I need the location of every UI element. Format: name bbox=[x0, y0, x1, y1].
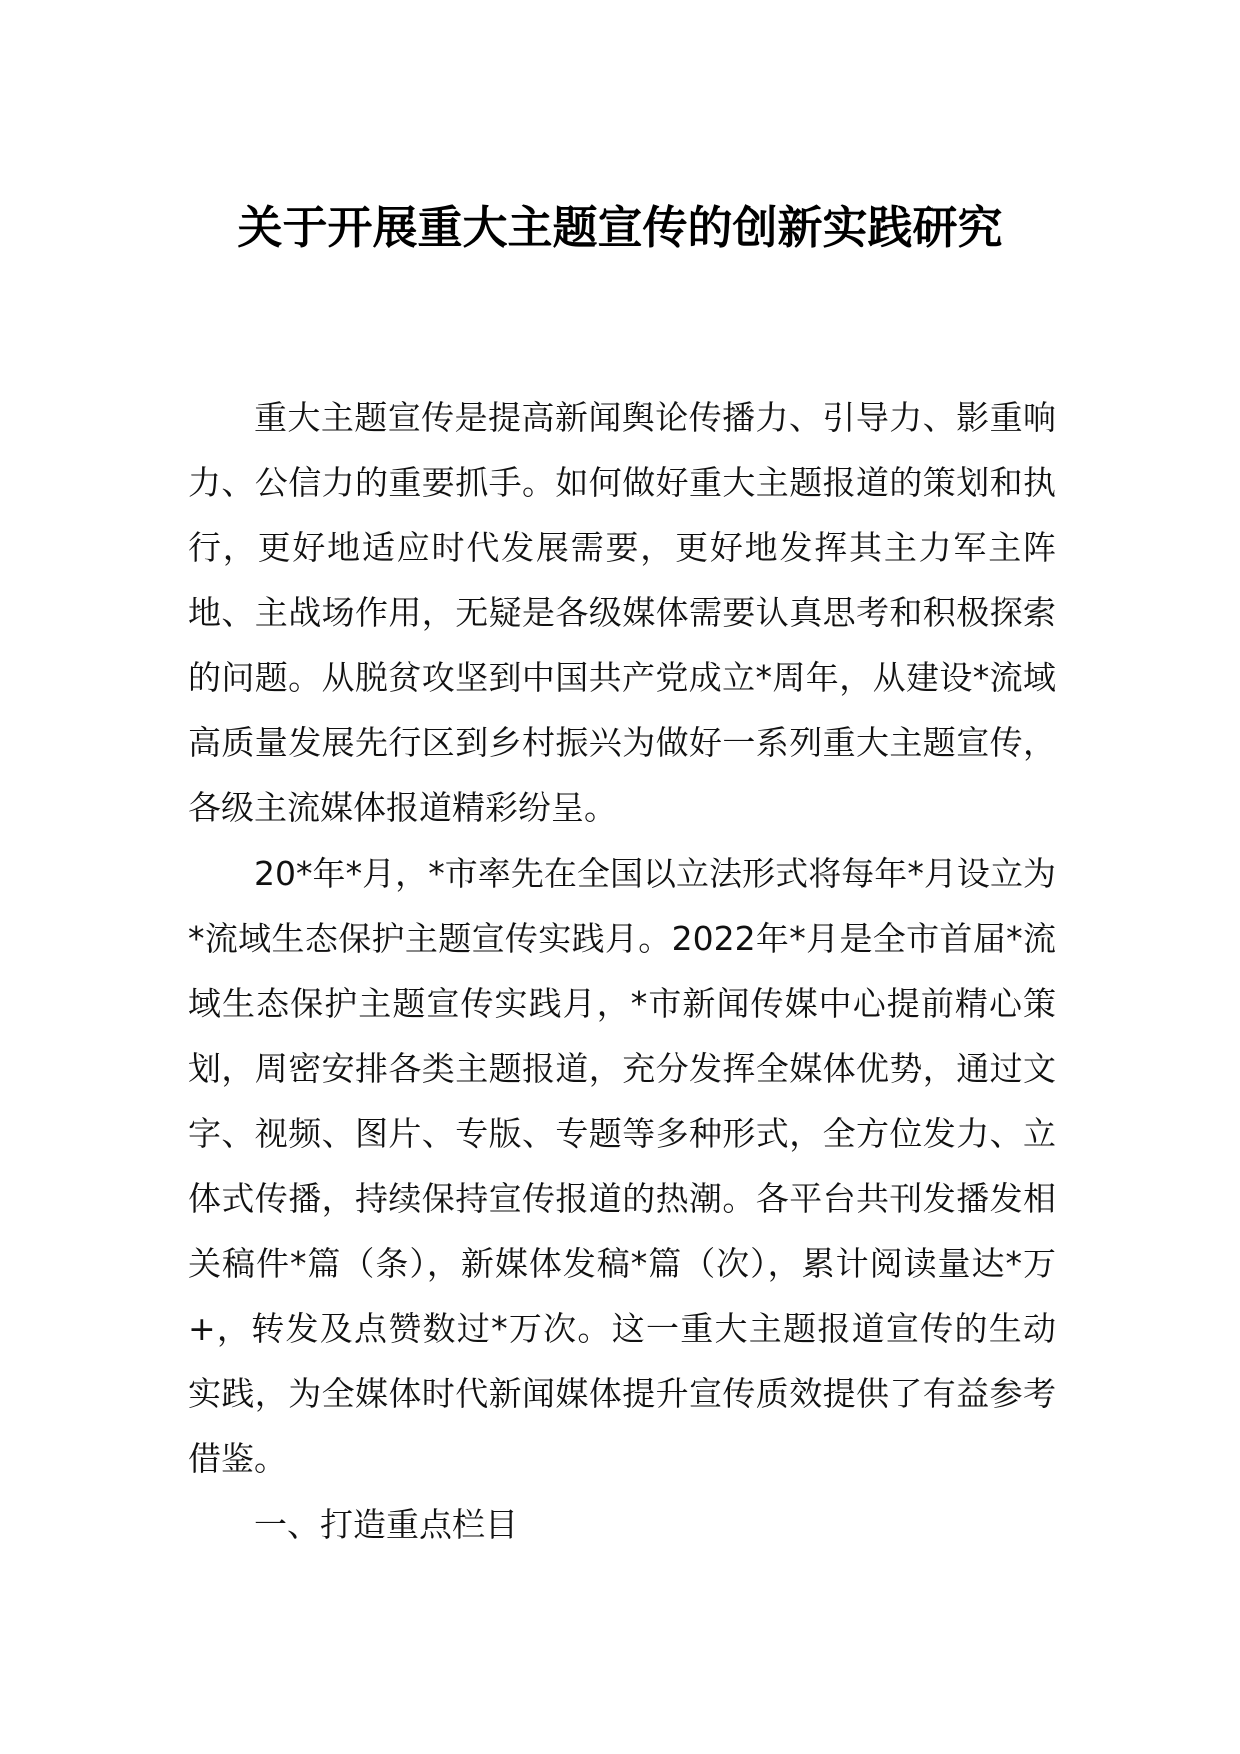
section-heading: 一、打造重点栏目 bbox=[254, 1505, 518, 1544]
document-title: 关于开展重大主题宣传的创新实践研究 bbox=[237, 201, 1003, 254]
document-body bbox=[188, 385, 1056, 1557]
paragraph-practice-month: 20*年*月，*市率先在全国以立法形式将每年*月设立为*流域生态保护主题宣传实践月。2022年*月是全市首届*流域生态保护主题宣传实践月，*市新闻传媒中心提前精心策划，周密安排各类主题报道，充分发挥全媒体优势，通过文字、视频、图片、专版、专题等多种形式，全方位发力、立体式传播，持续保持宣传报道的热潮。各平台共刊发播发相关稿件*篇（条），新媒体发稿*篇（次），累计阅读量达*万+，转发及点赞数过*万次。这一重大主题报道宣传的生动实践，为全媒体时代新闻媒体提升宣传质效提供了有益参考借鉴。 bbox=[188, 854, 1056, 1478]
paragraph-intro: 重大主题宣传是提高新闻舆论传播力、引导力、影重响力、公信力的重要抓手。如何做好重大主题报道的策划和执行，更好地适应时代发展需要，更好地发挥其主力军主阵地、主战场作用，无疑是各级媒体需要认真思考和积极探索的问题。从脱贫攻坚到中国共产党成立*周年，从建设*流域高质量发展先行区到乡村振兴为做好一系列重大主题宣传，各级主流媒体报道精彩纷呈。 bbox=[188, 398, 1056, 827]
